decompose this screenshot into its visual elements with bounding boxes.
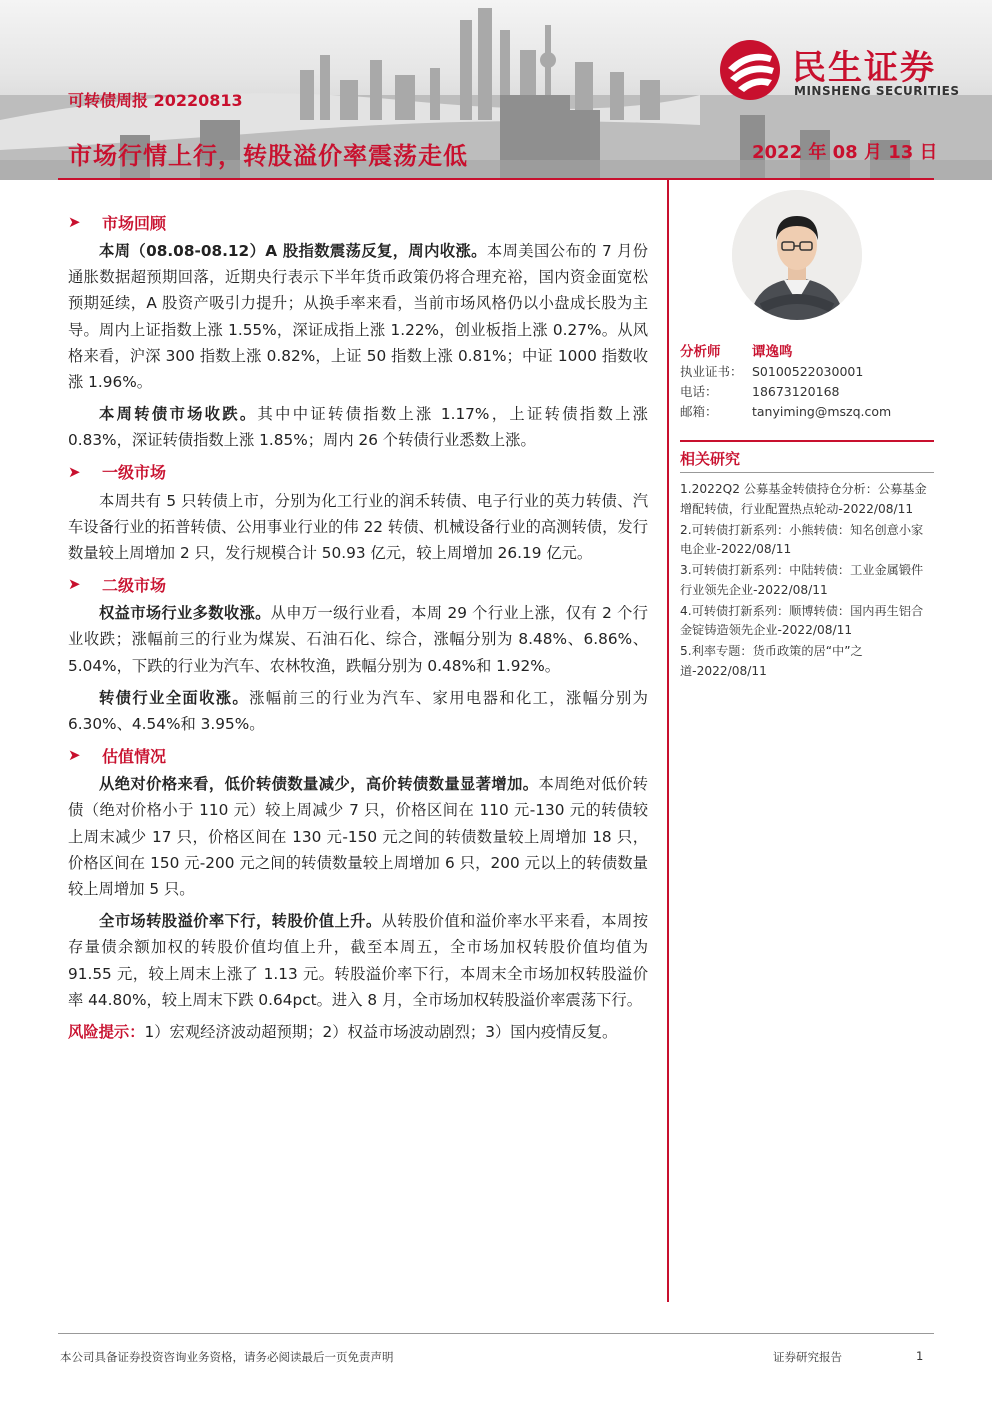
phone-value: 18673120168 (752, 384, 840, 399)
paragraph-body: 本周美国公布的 7 月份通胀数据超预期回落，近期央行表示下半年货币政策仍将合理充裕，国内资金面宽松预期延续，A 股资产吸引力提升；从换手率来看，当前市场风格仍以小盘成长股为主导。周内上证指数上涨 1.55%，深证成指上涨 1.22%，创业板指上涨 0.27%。从风格来看，沪深 300 指数上涨 0.82%，上证 50 指数上涨 0.81%；中证 1000 指数收涨 1.96%。 (68, 242, 648, 392)
risk-label: 风险提示： (68, 1023, 145, 1042)
analyst-cert-row (680, 362, 934, 382)
paragraph (68, 401, 648, 453)
sidebar-rule (680, 440, 934, 442)
chevron-right-icon: ➤ (68, 213, 81, 231)
sidebar-rule-thin (680, 472, 934, 473)
chevron-right-icon: ➤ (68, 746, 81, 765)
chevron-right-icon: ➤ (68, 575, 81, 594)
column-divider (667, 180, 669, 1302)
related-research-title: 相关研究 (680, 450, 741, 468)
analyst-role: 分析师 (680, 344, 721, 360)
phone-label: 电话： (680, 384, 718, 399)
footer-disclaimer: 本公司具备证券投资咨询业务资格，请务必阅读最后一页免责声明 (60, 1350, 394, 1364)
paragraph (68, 771, 648, 902)
page-number: 1 (916, 1349, 924, 1363)
section-heading (68, 572, 648, 596)
paragraph-body: 本周共有 5 只转债上市，分别为化工行业的润禾转债、电子行业的英力转债、汽车设备行业的拓普转债、公用事业行业的伟 22 转债、机械设备行业的高测转债，发行数量较上周增加 2 只，发行规模合计 50.93 亿元，较上周增加 26.19 亿元。 (68, 491, 648, 563)
paragraph-body: 本周绝对低价转债（绝对价格小于 110 元）较上周减少 7 只，价格区间在 110 元-130 元的转债较上周末减少 17 只，价格区间在 130 元-150 元之间的转债数量较上周增加 18 只，价格区间在 150 元-200 元之间的转债数量较上周增加 6 只，200 元以上的转债数量较上周增加 5 只。 (68, 775, 648, 899)
related-item[interactable]: 3.可转债打新系列：中陆转债：工业金属锻件行业领先企业-2022/08/11 (680, 563, 924, 597)
paragraph-lead: 转债行业全面收涨。 (99, 688, 250, 707)
paragraph (68, 238, 648, 395)
related-item[interactable]: 1.2022Q2 公募基金转债持仓分析：公募基金增配转债，行业配置热点轮动-2022/08/11 (680, 482, 927, 516)
report-date: 2022 年 08 月 13 日 (752, 142, 938, 163)
risk-warning (68, 1019, 648, 1045)
analyst-name-row (680, 342, 934, 362)
paragraph-lead: 权益市场行业多数收涨。 (99, 604, 271, 623)
email-value[interactable]: tanyiming@mszq.com (752, 404, 892, 419)
paragraph (68, 600, 648, 679)
cert-label: 执业证书： (680, 364, 743, 379)
paragraph-body: 从转股价值和溢价率水平来看，本周按存量债余额加权的转股价值均值上升，截至本周五，全市场加权转股价值均值为 91.55 元，较上周末上涨了 1.13 元。转股溢价率下行，本周末全市场加权转股溢价率 44.80%，较上周末下跌 0.64pct。进入 8 月，全市场加权转股溢价率震荡下行。 (68, 912, 648, 1009)
paragraph (68, 908, 648, 1013)
related-item[interactable]: 5.利率专题：货币政策的居“中”之道-2022/08/11 (680, 644, 863, 678)
header-banner (0, 0, 992, 180)
analyst-name: 谭逸鸣 (752, 344, 793, 360)
header-rule (58, 178, 934, 180)
paragraph-lead: 本周（08.08-08.12）A 股指数震荡反复，周内收涨。 (99, 242, 487, 260)
analyst-info (680, 342, 934, 422)
paragraph-lead: 本周转债市场收跌。 (99, 405, 258, 424)
paragraph-lead: 全市场转股溢价率下行，转股价值上升。 (99, 912, 382, 931)
analyst-phone-row (680, 382, 934, 402)
main-content (68, 210, 648, 1045)
logo-en-text: MINSHENG SECURITIES (794, 84, 960, 98)
risk-text: 1）宏观经济波动超预期；2）权益市场波动剧烈；3）国内疫情反复。 (144, 1023, 618, 1042)
paragraph-body: 从申万一级行业看，本周 29 个行业上涨，仅有 2 个行业收跌；涨幅前三的行业为煤炭、石油石化、综合，涨幅分别为 8.48%、6.86%、5.04%，下跌的行业为汽车、农林牧渔，跌幅分别为 0.48%和 1.92%。 (68, 604, 648, 675)
report-type: 可转债周报 20220813 (68, 91, 243, 110)
footer-rule (58, 1333, 934, 1334)
paragraph-body: 涨幅前三的行业为汽车、家用电器和化工，涨幅分别为 6.30%、4.54%和 3.95%。 (68, 688, 648, 734)
section-title: 二级市场 (102, 575, 167, 595)
section-heading (68, 460, 648, 484)
paragraph (68, 685, 648, 737)
analyst-email-row (680, 402, 934, 422)
paragraph-body: 其中中证转债指数上涨 1.17%，上证转债指数上涨 0.83%，深证转债指数上涨 1.85%；周内 26 个转债行业悉数上涨。 (68, 405, 648, 450)
related-item[interactable]: 2.可转债打新系列：小熊转债：知名创意小家电企业-2022/08/11 (680, 522, 924, 556)
footer-doc-type: 证券研究报告 (773, 1350, 842, 1364)
section-title: 估值情况 (102, 746, 167, 766)
company-logo (718, 38, 968, 104)
section-title: 市场回顾 (102, 213, 167, 233)
logo-cn-text: 民生证券 (792, 48, 936, 88)
chevron-right-icon: ➤ (68, 462, 81, 481)
paragraph-lead: 从绝对价格来看，低价转债数量减少，高价转债数量显著增加。 (99, 775, 539, 794)
section-title: 一级市场 (102, 463, 167, 483)
cert-value: S0100522030001 (752, 364, 864, 379)
report-title: 市场行情上行，转股溢价率震荡走低 (68, 142, 468, 170)
section-heading (68, 743, 648, 767)
paragraph (68, 488, 648, 567)
email-label: 邮箱： (680, 404, 718, 419)
related-item[interactable]: 4.可转债打新系列：顺博转债：国内再生铝合金锭铸造领先企业-2022/08/11 (680, 603, 924, 637)
analyst-avatar (732, 190, 862, 320)
minsheng-logo-icon (718, 38, 782, 102)
related-research-list (680, 480, 930, 683)
section-heading (68, 210, 648, 234)
